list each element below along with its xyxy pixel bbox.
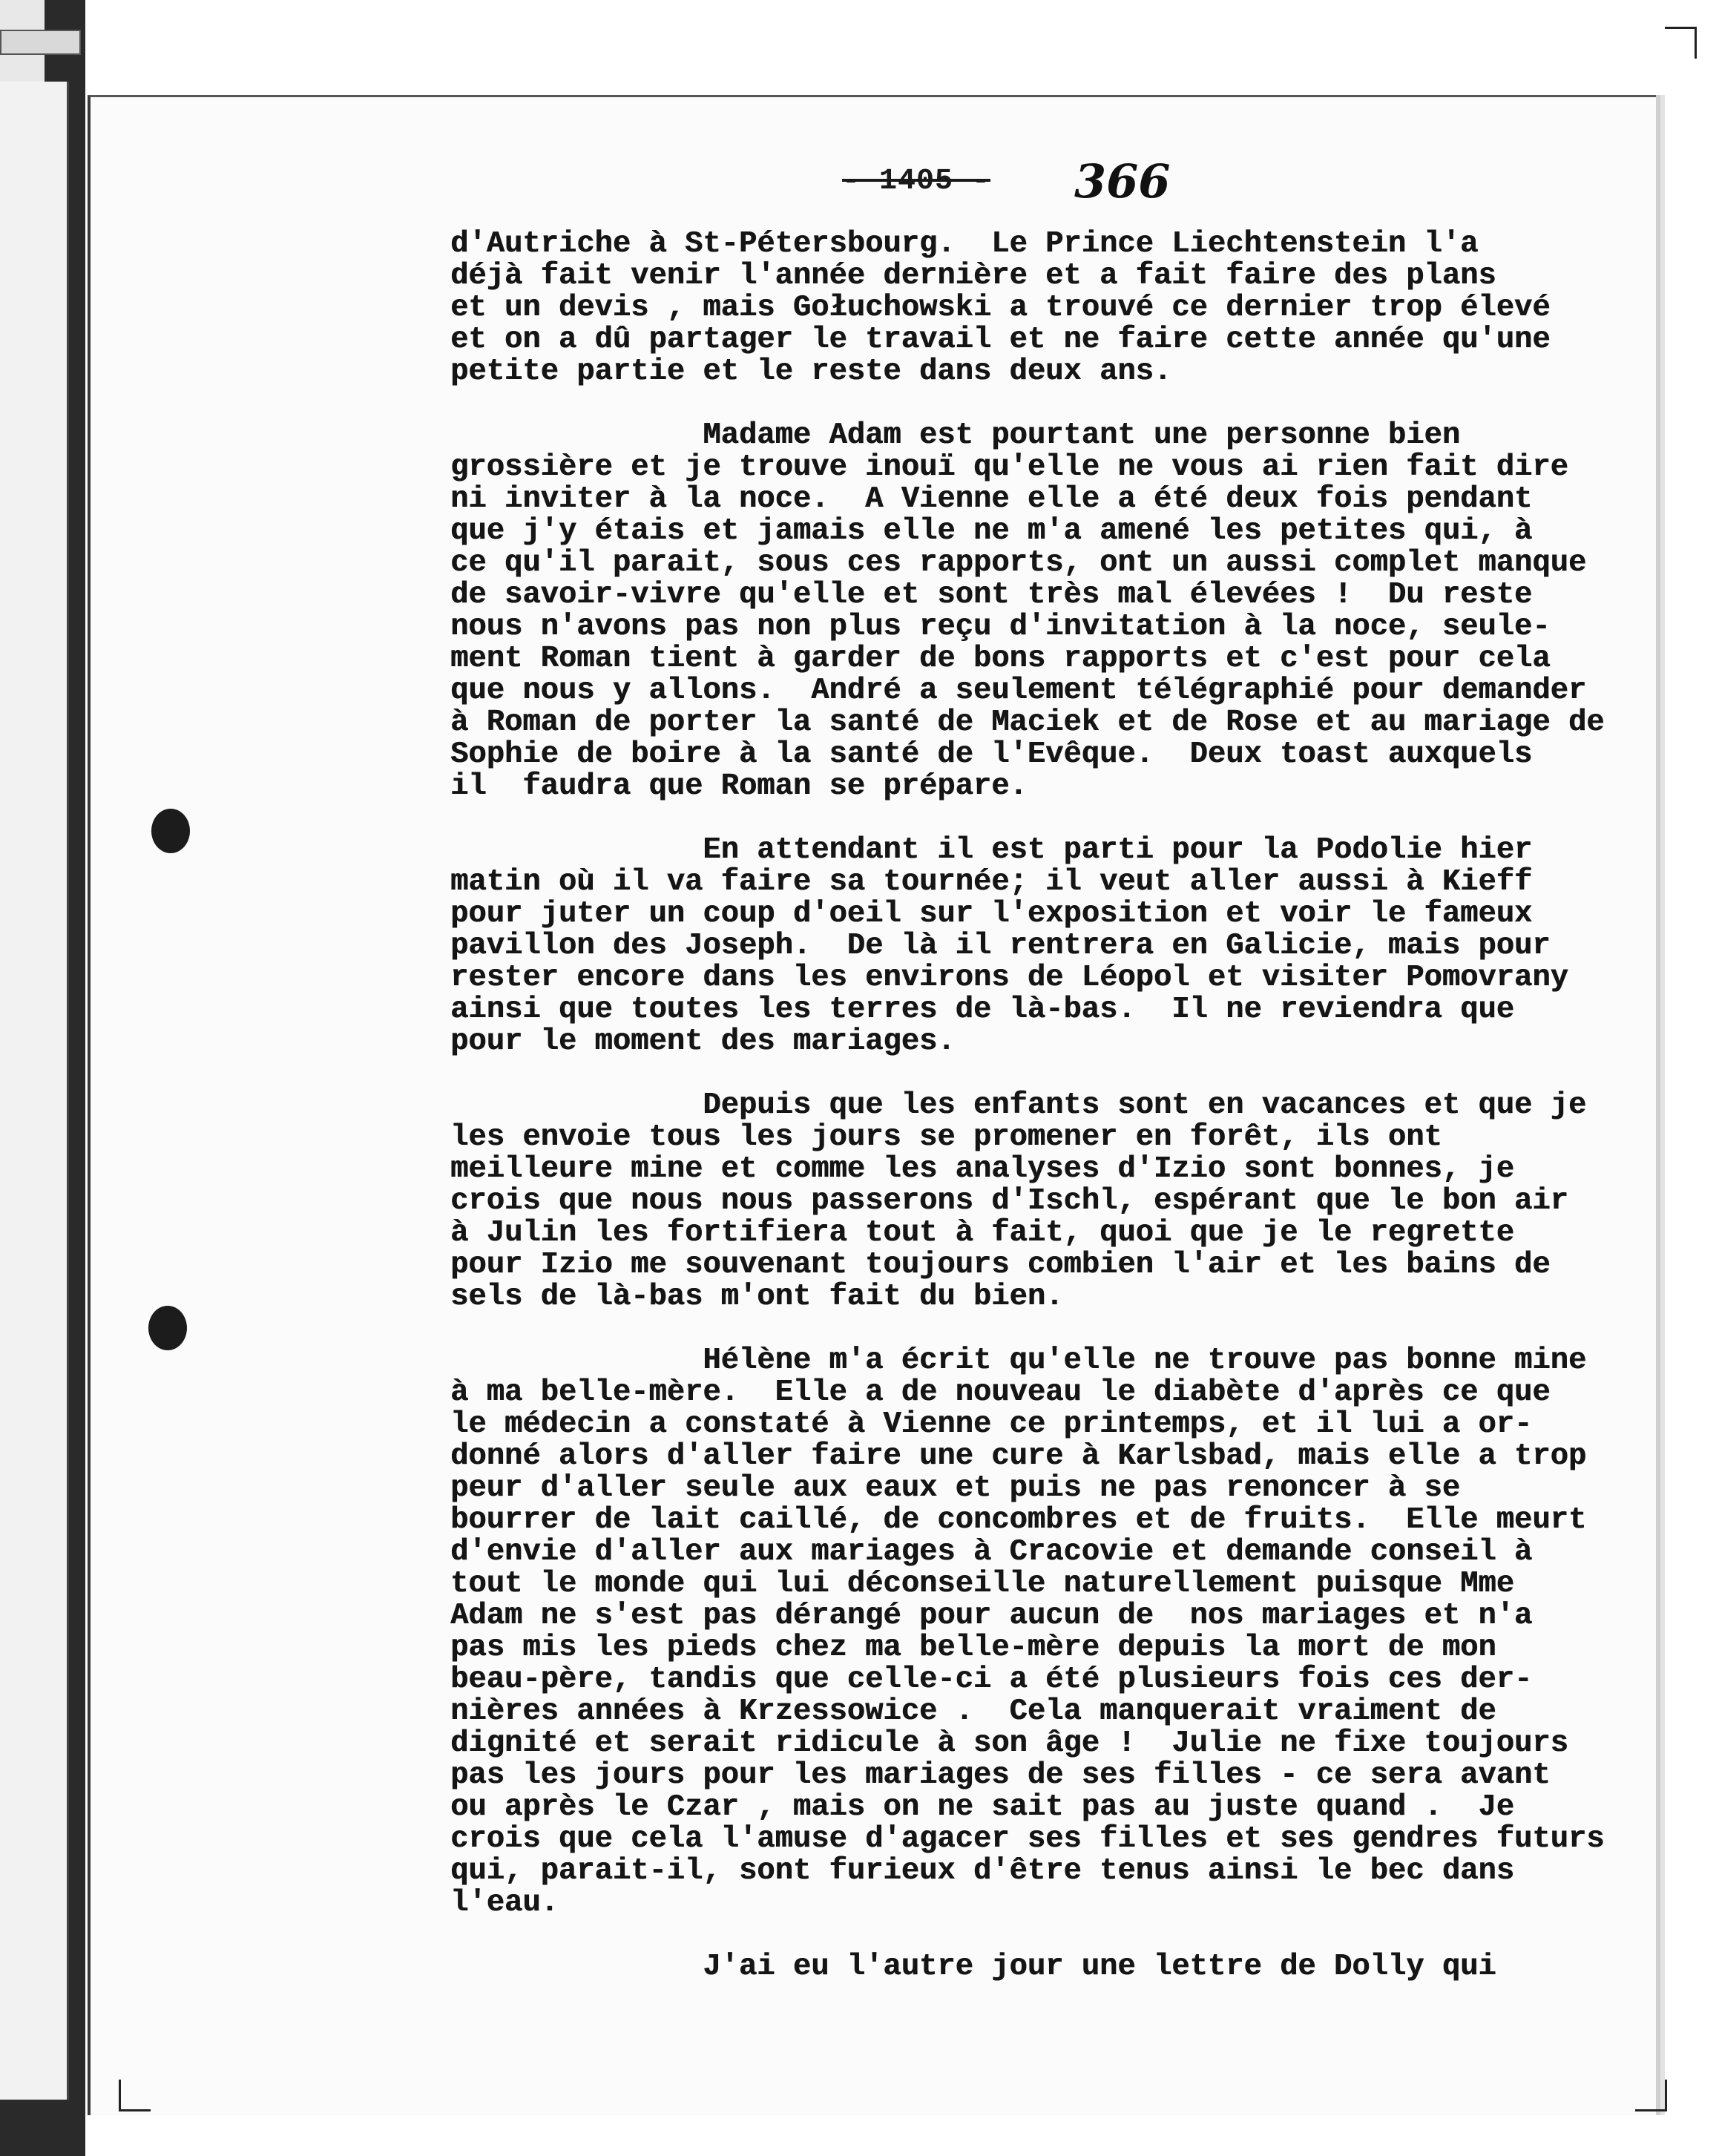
text-line: à Roman de porter la santé de Maciek et de Rose et au mariage de [450, 706, 1605, 740]
text-line: il faudra que Roman se prépare. [450, 769, 1028, 803]
text-line: ce qu'il parait, sous ces rapports, ont un aussi complet manque [450, 546, 1587, 580]
paragraph-gap [450, 1919, 1652, 1951]
typed-page-number [842, 165, 990, 198]
text-line: rester encore dans les environs de Léopol et visiter Pomovrany [450, 961, 1568, 995]
text-line: pour juter un coup d'oeil sur l'exposition et voir le fameux [450, 897, 1533, 931]
text-line: d'envie d'aller aux mariages à Cracovie et demande conseil à [450, 1535, 1533, 1569]
text-line: les envoie tous les jours se promener en forêt, ils ont [450, 1120, 1442, 1154]
crop-mark-top-right [1665, 27, 1697, 59]
text-line: Sophie de boire à la santé de l'Evêque. Deux toast auxquels [450, 737, 1533, 772]
text-line: et un devis , mais Gołuchowski a trouvé ce dernier trop élevé [450, 291, 1551, 325]
previous-page-edge [0, 82, 69, 2100]
text-line: matin où il va faire sa tournée; il veut aller aussi à Kieff [450, 865, 1533, 899]
text-line: pour Izio me souvenant toujours combien l'air et les bains de [450, 1248, 1551, 1282]
text-line: le médecin a constaté à Vienne ce printemps, et il lui a or- [450, 1407, 1533, 1442]
text-line: d'Autriche à St-Pétersbourg. Le Prince Liechtenstein l'a [450, 227, 1479, 261]
text-line: déjà fait venir l'année dernière et a fait faire des plans [450, 259, 1496, 293]
text-line: crois que cela l'amuse d'agacer ses filles et ses gendres futurs [450, 1822, 1605, 1856]
paragraph-gap [450, 1313, 1652, 1345]
text-line: ni inviter à la noce. A Vienne elle a été deux fois pendant [450, 482, 1533, 516]
text-line: En attendant il est parti pour la Podolie hier [450, 833, 1533, 867]
text-line: pour le moment des mariages. [450, 1025, 956, 1059]
typed-page-number-text: - 1405 - [842, 165, 991, 198]
text-line: à ma belle-mère. Elle a de nouveau le diabète d'après ce que [450, 1376, 1551, 1410]
text-line: qui, parait-il, sont furieux d'être tenus ainsi le bec dans [450, 1854, 1514, 1888]
punch-hole-icon [148, 1306, 187, 1350]
text-line: Adam ne s'est pas dérangé pour aucun de nos mariages et n'a [450, 1599, 1533, 1633]
text-line: Hélène m'a écrit qu'elle ne trouve pas bonne mine [450, 1344, 1587, 1378]
text-line: bourrer de lait caillé, de concombres et de fruits. Elle meurt [450, 1503, 1587, 1537]
text-line: nous n'avons pas non plus reçu d'invitation à la noce, seule- [450, 610, 1551, 644]
paragraph-gap [450, 1058, 1652, 1090]
text-line: à Julin les fortifiera tout à fait, quoi que je le regrette [450, 1216, 1514, 1250]
text-line: et on a dû partager le travail et ne faire cette année qu'une [450, 323, 1551, 357]
crop-mark-bottom-left [119, 2080, 151, 2111]
text-line: J'ai eu l'autre jour une lettre de Dolly qui [450, 1950, 1496, 1984]
text-line: pas mis les pieds chez ma belle-mère depuis la mort de mon [450, 1631, 1496, 1665]
text-line: de savoir-vivre qu'elle et sont très mal élevées ! Du reste [450, 578, 1533, 612]
handwritten-page-number: 366 [1074, 154, 1171, 208]
text-line: dignité et serait ridicule à son âge ! Julie ne fixe toujours [450, 1726, 1568, 1761]
paragraph-gap [450, 388, 1652, 420]
binder-clip [0, 30, 81, 55]
text-line: grossière et je trouve inouï qu'elle ne vous ai rien fait dire [450, 450, 1568, 484]
text-line: pavillon des Joseph. De là il rentrera en Galicie, mais pour [450, 929, 1551, 963]
text-line: sels de là-bas m'ont fait du bien. [450, 1280, 1064, 1314]
text-line: ainsi que toutes les terres de là-bas. Il ne reviendra que [450, 993, 1514, 1027]
text-line: nières années à Krzessowice . Cela manquerait vraiment de [450, 1695, 1496, 1729]
text-line: crois que nous nous passerons d'Ischl, espérant que le bon air [450, 1184, 1568, 1218]
text-line: Depuis que les enfants sont en vacances et que je [450, 1088, 1587, 1123]
letter-body [450, 229, 1652, 1983]
text-line: beau-père, tandis que celle-ci a été plusieurs fois ces der- [450, 1663, 1533, 1697]
text-line: ment Roman tient à garder de bons rapports et c'est pour cela [450, 642, 1551, 676]
paragraph-gap [450, 803, 1652, 835]
text-line: pas les jours pour les mariages de ses filles - ce sera avant [450, 1758, 1551, 1792]
crop-mark-bottom-right [1635, 2080, 1667, 2111]
text-line: petite partie et le reste dans deux ans. [450, 355, 1172, 389]
text-line: que nous y allons. André a seulement télégraphié pour demander [450, 674, 1587, 708]
text-line: que j'y étais et jamais elle ne m'a amené les petites qui, à [450, 514, 1533, 548]
text-line: peur d'aller seule aux eaux et puis ne pas renoncer à se [450, 1471, 1461, 1505]
text-line: Madame Adam est pourtant une personne bien [450, 418, 1461, 453]
punch-hole-icon [151, 809, 190, 853]
text-line: l'eau. [450, 1886, 559, 1920]
text-line: ou après le Czar , mais on ne sait pas au juste quand . Je [450, 1790, 1514, 1824]
text-line: donné alors d'aller faire une cure à Karlsbad, mais elle a trop [450, 1439, 1587, 1473]
text-line: tout le monde qui lui déconseille naturellement puisque Mme [450, 1567, 1514, 1601]
text-line: meilleure mine et comme les analyses d'Izio sont bonnes, je [450, 1152, 1514, 1186]
